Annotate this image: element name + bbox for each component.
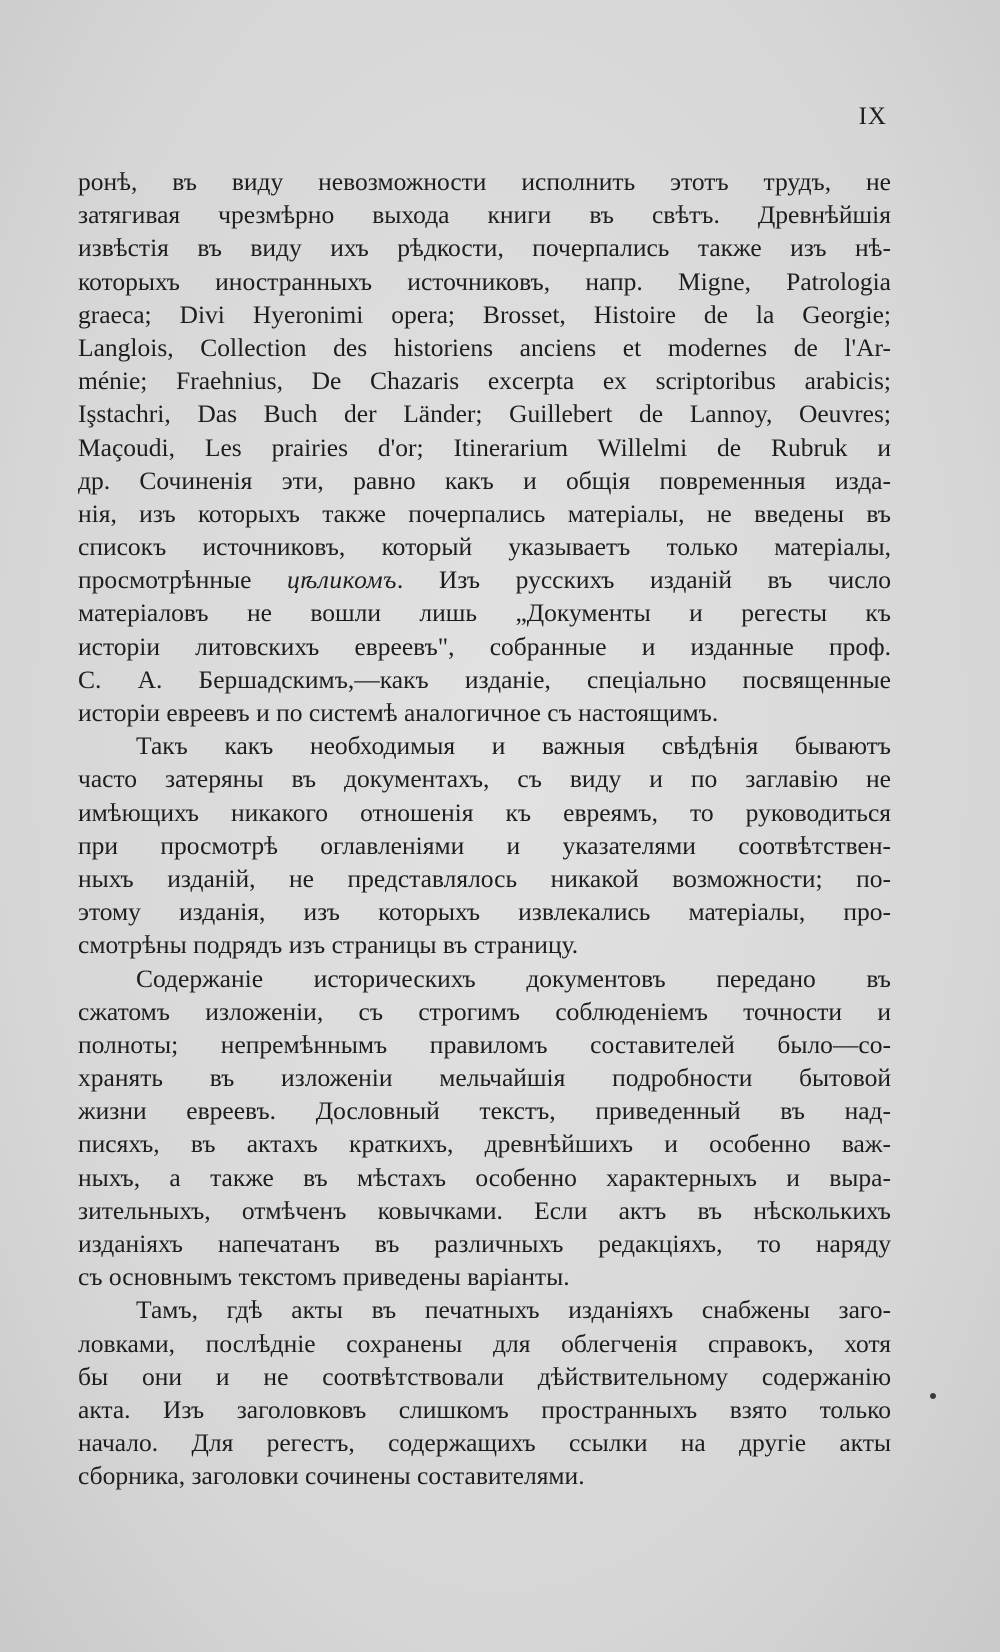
text-line — [78, 928, 891, 961]
page-number: IX — [858, 103, 887, 130]
text-line — [78, 364, 891, 397]
line-text: исторіи литовскихъ евреевъ", собранные и изданные проф. — [78, 631, 891, 661]
text-line — [78, 1327, 891, 1360]
text-line — [78, 198, 891, 231]
line-text: сжатомъ изложеніи, съ строгимъ соблюденіемъ точности и — [78, 996, 891, 1026]
line-text: зительныхъ, отмѣченъ ковычками. Если актъ въ нѣсколькихъ — [78, 1195, 891, 1225]
text-line — [78, 1194, 891, 1227]
line-text: graeca; Divi Hyeronimi opera; Brosset, Histoire de la Georgie; — [78, 299, 891, 329]
text-line — [78, 596, 891, 629]
line-text: сборника, заголовки сочинены составителями. — [78, 1461, 585, 1491]
text-line — [78, 630, 891, 663]
line-text: Такъ какъ необходимыя и важныя свѣдѣнія бываютъ — [136, 731, 891, 761]
text-line — [78, 1061, 891, 1094]
line-text: при просмотрѣ оглавленіями и указателями соотвѣтствен- — [78, 830, 891, 860]
text-line — [78, 962, 891, 995]
line-text-continued: . Изъ русскихъ изданій въ число — [396, 565, 891, 595]
line-text: Işstachri, Das Buch der Länder; Guillebert de Lannoy, Oeuvres; — [78, 399, 891, 429]
ink-speck — [930, 1393, 936, 1399]
text-line — [78, 1426, 891, 1459]
line-text: исторіи евреевъ и по системѣ аналогичное съ настоящимъ. — [78, 698, 719, 727]
text-line — [78, 663, 891, 696]
line-text: матеріаловъ не вошли лишь „Документы и регесты къ — [78, 598, 891, 628]
text-line — [78, 331, 891, 364]
text-line — [78, 1393, 891, 1426]
body-text — [78, 165, 891, 1493]
line-text: нія, изъ которыхъ также почерпались матеріалы, не введены въ — [78, 498, 891, 528]
line-text: имѣющихъ никакого отношенія къ евреямъ, то руководиться — [78, 797, 891, 827]
text-line — [78, 397, 891, 430]
line-text: этому изданія, изъ которыхъ извлекались матеріалы, про- — [78, 897, 891, 927]
line-text: Maçoudi, Les prairies d'or; Itinerarium Willelmi de Rubruk и — [78, 432, 891, 462]
text-line — [78, 563, 891, 596]
text-line — [78, 829, 891, 862]
line-text: жизни евреевъ. Дословный текстъ, приведенный въ над- — [78, 1096, 891, 1126]
text-line — [78, 762, 891, 795]
text-line — [78, 1028, 891, 1061]
text-line — [78, 862, 891, 895]
line-text: начало. Для регестъ, содержащихъ ссылки на другіе акты — [78, 1428, 891, 1458]
line-text: которыхъ иностранныхъ источниковъ, напр. Migne, Patrologia — [78, 266, 891, 296]
line-text: смотрѣны подрядъ изъ страницы въ страницу. — [78, 930, 579, 960]
line-text: Langlois, Collection des historiens anciens et modernes de l'Ar- — [78, 332, 891, 362]
text-line — [78, 298, 891, 331]
line-text: акта. Изъ заголовковъ слишкомъ пространныхъ взято только — [78, 1394, 891, 1424]
line-text: писяхъ, въ актахъ краткихъ, древнѣйшихъ и особенно важ- — [78, 1129, 891, 1159]
line-text: ронѣ, въ виду невозможности исполнить этотъ трудъ, не — [78, 167, 891, 196]
text-line — [78, 1127, 891, 1160]
line-text: просмотрѣнные — [78, 565, 252, 595]
text-line — [78, 729, 891, 762]
line-text: часто затеряны въ документахъ, съ виду и по заглавію не — [78, 764, 891, 794]
line-text: ménie; Fraehnius, De Chazaris excerpta ex scriptoribus arabicis; — [78, 366, 891, 396]
line-text: ныхъ изданій, не представлялось никакой возможности; по- — [78, 863, 891, 893]
text-line — [78, 431, 891, 464]
line-text: Содержаніе историческихъ документовъ передано въ — [136, 963, 891, 993]
text-line — [78, 1459, 891, 1492]
line-text: Тамъ, гдѣ акты въ печатныхъ изданіяхъ снабжены заго- — [136, 1295, 891, 1325]
line-text: др. Сочиненія эти, равно какъ и общія повременныя изда- — [78, 465, 891, 495]
line-text: извѣстія въ виду ихъ рѣдкости, почерпались также изъ нѣ- — [78, 233, 891, 263]
line-text: хранять въ изложеніи мельчайшія подробности бытовой — [78, 1063, 891, 1093]
text-line — [78, 464, 891, 497]
line-text: бы они и не соотвѣтствовали дѣйствительному содержанію — [78, 1361, 891, 1391]
line-text: списокъ источниковъ, который указываетъ только матеріалы, — [78, 532, 891, 562]
line-text: полноты; непремѣннымъ правиломъ составителей было—со- — [78, 1029, 891, 1059]
text-line — [78, 165, 891, 198]
text-line — [78, 895, 891, 928]
line-text: изданіяхъ напечатанъ въ различныхъ редакціяхъ, то наряду — [78, 1229, 891, 1258]
text-line — [78, 1260, 891, 1293]
text-line — [78, 1293, 891, 1326]
line-text: ловками, послѣдніе сохранены для облегченія справокъ, хотя — [78, 1328, 891, 1358]
text-line — [78, 796, 891, 829]
text-line — [78, 1094, 891, 1127]
text-line — [78, 995, 891, 1028]
text-line — [78, 1360, 891, 1393]
text-line — [78, 1227, 891, 1260]
text-line — [78, 530, 891, 563]
text-line — [78, 497, 891, 530]
text-line — [78, 265, 891, 298]
line-text: затягивая чрезмѣрно выхода книги въ свѣтъ. Древнѣйшія — [78, 200, 891, 230]
line-text: С. А. Бершадскимъ,—какъ изданіе, спеціально посвященные — [78, 664, 891, 694]
emphasized-word: цѣликомъ — [287, 565, 397, 595]
text-line — [78, 231, 891, 264]
text-line — [78, 696, 891, 729]
line-text: съ основнымъ текстомъ приведены варіанты. — [78, 1262, 570, 1292]
line-text: ныхъ, а также въ мѣстахъ особенно характерныхъ и выра- — [78, 1162, 891, 1192]
text-line — [78, 1161, 891, 1194]
